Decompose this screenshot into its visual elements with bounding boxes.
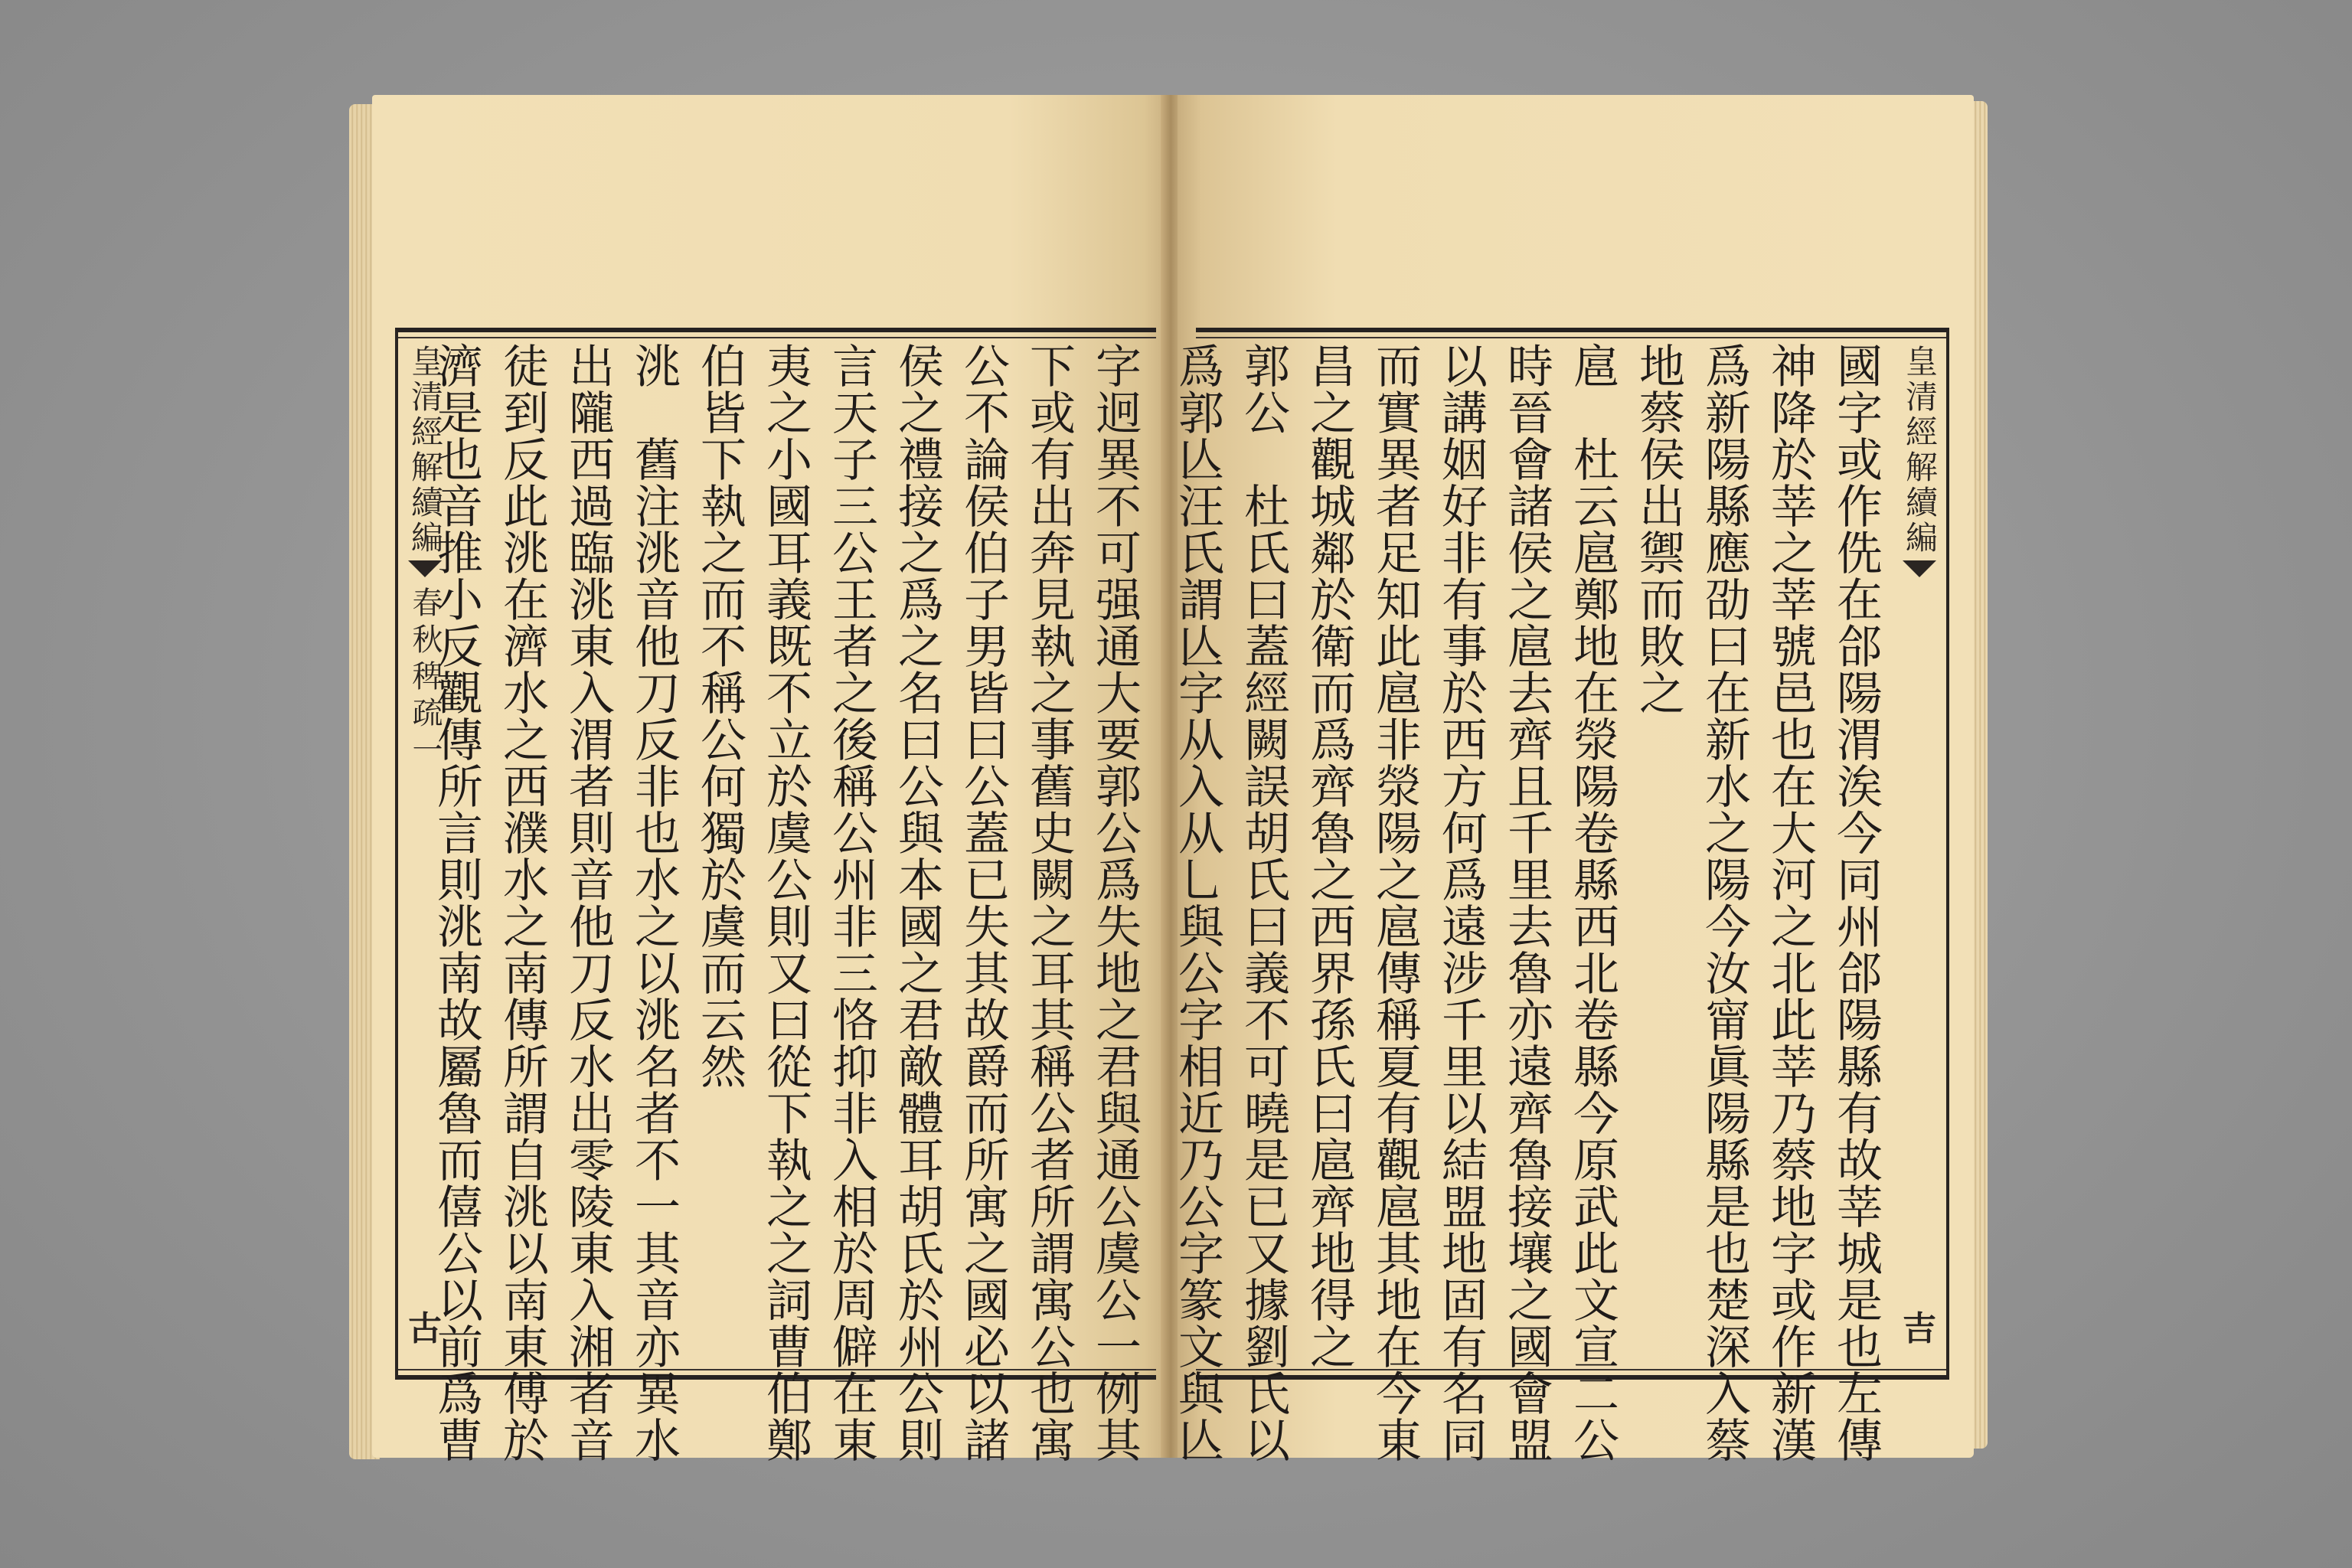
text-column: 夷 之 小 國 耳 義 既 不 立 於 虞 公 則 又 曰 從 下 執 之 之 詞 曹 伯 鄭	[766, 341, 812, 1468]
text-column: 昌 之 觀 城 鄰 於 衛 而 爲 齊 魯 之 西 界 孫 氏 曰 扈 齊 地 得 之	[1310, 341, 1356, 1375]
fold-title: 皇清經解續編	[407, 345, 444, 556]
right-fold-column	[1897, 345, 1942, 1363]
text-column: 而 實 異 者 足 知 此 扈 非 滎 陽 之 扈 傳 稱 夏 有 觀 扈 其 地 在 今 東	[1376, 341, 1422, 1468]
text-column: 言 天 子 三 公 王 者 之 後 稱 公 州 非 三 恪 抑 非 入 相 於 周 僻 在 東	[832, 341, 878, 1468]
left-text-frame	[395, 328, 1156, 1468]
text-column: 字 迥 異 不 可 强 通 大 要 郭 公 爲 失 地 之 君 與 通 公 虞 公 一 例 其	[1096, 341, 1142, 1468]
open-book	[360, 95, 1975, 1468]
left-page	[372, 95, 1168, 1468]
fish-tail-mark	[1903, 560, 1936, 577]
text-column: 公 不 論 侯 伯 子 男 皆 曰 公 蓋 已 失 其 故 爵 而 所 寓 之 國 必 以 諸	[964, 341, 1010, 1468]
text-column: 洮 舊 注 洮 音 他 刀 反 非 也 水 之 以 洮 名 者 不 一 其 音 亦 異 水	[635, 341, 681, 1468]
page-number: 吉	[1903, 1309, 1936, 1348]
text-column: 時 晉 會 諸 侯 之 扈 去 齊 且 千 里 去 魯 亦 遠 齊 魯 接 壤 之 國 會 盟	[1508, 341, 1553, 1468]
right-page	[1178, 95, 1974, 1468]
page-number: 古	[408, 1309, 442, 1348]
text-column: 出 隴 西 過 臨 洮 東 入 渭 者 則 音 他 刀 反 水 出 零 陵 東 入 湘 者 音	[569, 341, 615, 1468]
text-column: 濟 是 也 音 推 小 反 觀 傳 所 言 則 洮 南 故 屬 魯 而 僖 公 以 前 爲 曹	[437, 341, 483, 1468]
text-column: 爲 郭 亾 汪 氏 謂 亾 字 从 入 从 乚 與 公 字 相 近 乃 公 字 篆 文 與 亾	[1178, 341, 1224, 1468]
text-column: 下 或 有 出 奔 見 執 之 事 舊 史 闕 之 耳 其 稱 公 者 所 謂 寓 公 也 寓	[1030, 341, 1076, 1468]
fold-section: 春秋稗疏一	[407, 586, 443, 770]
text-column: 神 降 於 莘 之 莘 號 邑 也 在 大 河 之 北 此 莘 乃 蔡 地 字 或 作 新 漢	[1771, 341, 1817, 1468]
text-column: 徒 到 反 此 洮 在 濟 水 之 西 濮 水 之 南 傳 所 謂 自 洮 以 南 東 傅 於	[503, 341, 549, 1468]
text-column: 侯 之 禮 接 之 爲 之 名 曰 公 與 本 國 之 君 敵 體 耳 胡 氏 於 州 公 則	[898, 341, 944, 1468]
text-column: 以 講 姻 好 非 有 事 於 西 方 何 爲 遠 涉 千 里 以 結 盟 地 固 有 名 同	[1442, 341, 1488, 1468]
text-column: 爲 新 陽 縣 應 劭 曰 在 新 水 之 陽 今 汝 甯 眞 陽 縣 是 也 楚 深 入 蔡	[1705, 341, 1751, 1468]
right-text-frame	[1178, 328, 1949, 1468]
text-column: 郭 公 杜 氏 曰 蓋 經 闕 誤 胡 氏 曰 義 不 可 曉 是 已 又 據 劉 氏 以	[1244, 341, 1290, 1468]
fold-title: 皇清經解續編	[1901, 345, 1939, 556]
text-column: 地 蔡 侯 出 禦 而 敗 之	[1639, 341, 1685, 721]
text-column: 國 字 或 作 侁 在 郃 陽 渭 涘 今 同 州 郃 陽 縣 有 故 莘 城 是 也 左 傳	[1837, 341, 1883, 1468]
text-column: 扈 杜 云 扈 鄭 地 在 滎 陽 卷 縣 西 北 卷 縣 今 原 武 此 文 宣 二 公	[1573, 341, 1619, 1468]
text-column: 伯 皆 下 執 之 而 不 稱 公 何 獨 於 虞 而 云 然	[701, 341, 746, 1095]
